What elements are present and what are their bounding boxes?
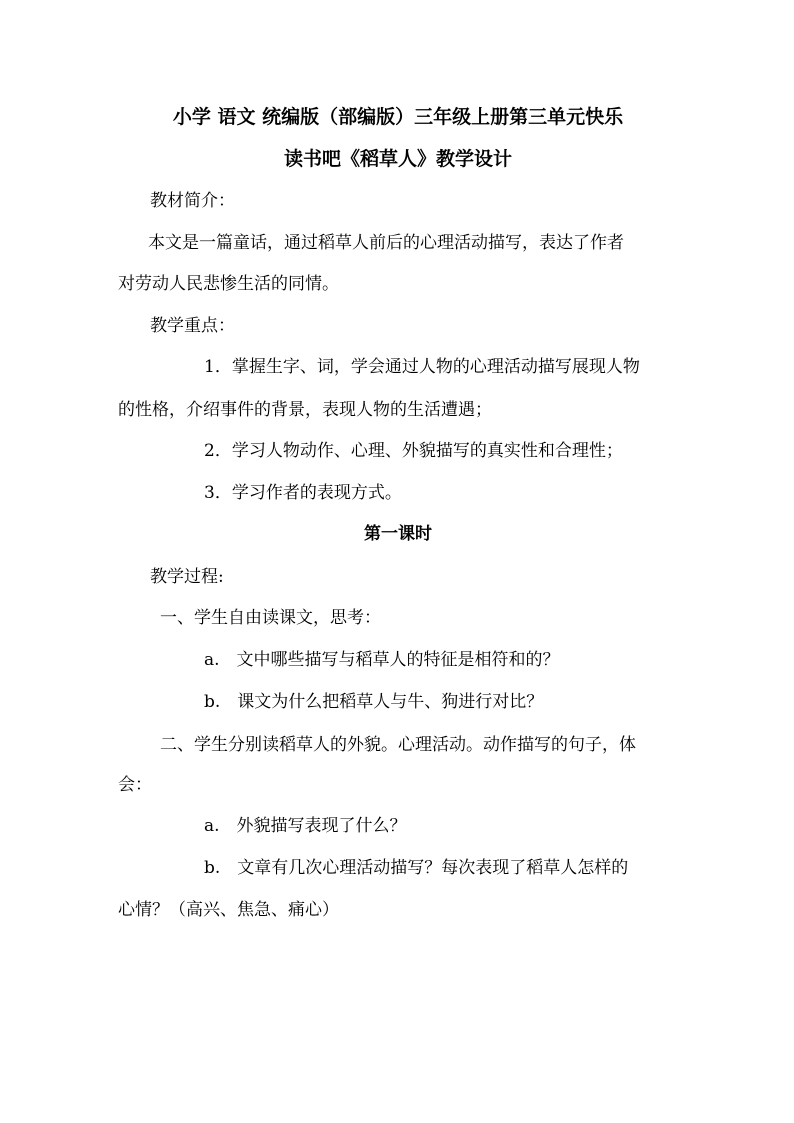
step-2-question-b-line-2: 心情？（高兴、焦急、痛心）	[118, 900, 339, 920]
step-2-line-2: 会：	[118, 775, 152, 795]
step-2-question-a: a. 外貌描写表现了什么？	[204, 816, 407, 836]
key-point-1-line-2: 的性格，介绍事件的背景，表现人物的生活遭遇；	[118, 400, 492, 420]
document-title-line-2: 读书吧《稻草人》教学设计	[283, 148, 512, 170]
key-point-3: 3．学习作者的表现方式。	[204, 483, 402, 503]
key-point-1-line-1: 1．掌握生字、词，学会通过人物的心理活动描写展现人物	[204, 357, 640, 377]
intro-heading: 教材简介：	[150, 191, 235, 211]
step-1: 一、学生自由读课文，思考：	[160, 608, 381, 628]
process-heading: 教学过程:	[150, 567, 224, 587]
key-points-heading: 教学重点：	[150, 316, 235, 336]
step-1-question-a: a. 文中哪些描写与稻草人的特征是相符和的？	[204, 650, 560, 670]
intro-paragraph-line-2: 对劳动人民悲惨生活的同情。	[118, 274, 339, 294]
key-point-2: 2．学习人物动作、心理、外貌描写的真实性和合理性；	[204, 441, 623, 461]
step-2-question-b-line-1: b. 文章有几次心理活动描写？每次表现了稻草人怎样的	[204, 858, 629, 878]
step-2-line-1: 二、学生分别读稻草人的外貌。心理活动。动作描写的句子，体	[160, 735, 636, 755]
lesson-title: 第一课时	[364, 524, 432, 544]
intro-paragraph-line-1: 本文是一篇童话，通过稻草人前后的心理活动描写，表达了作者	[148, 233, 624, 253]
step-1-question-b: b. 课文为什么把稻草人与牛、狗进行对比？	[204, 692, 544, 712]
document-title-line-1: 小学 语文 统编版（部编版）三年级上册第三单元快乐	[172, 106, 624, 128]
